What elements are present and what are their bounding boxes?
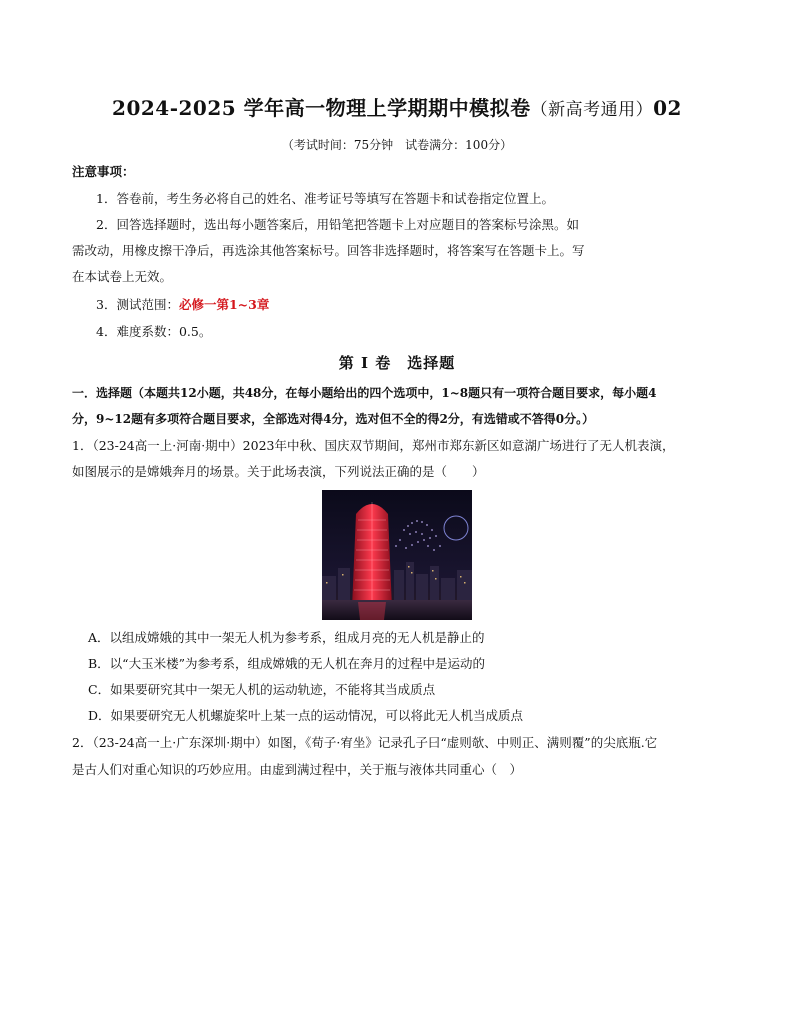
q1-option-a: A．以组成嫦娥的其中一架无人机为参考系，组成月亮的无人机是静止的 xyxy=(88,630,485,645)
notice-item-1: 1．答卷前，考生务必将自己的姓名、准考证号等填写在答题卡和试卷指定位置上。 xyxy=(96,191,554,206)
q2-stem-line-1: 2．（23-24高一上·广东深圳·期中）如图，《荀子·宥坐》记录孔子曰“虚则欹、中则正、满则覆”的尖底瓶.它 xyxy=(72,735,658,750)
q2-stem-line-2: 是古人们对重心知识的巧妙应用。由虚到满过程中，关于瓶与液体共同重心（ ） xyxy=(72,762,523,777)
q1-stem-line-2: 如图展示的是嫦娥奔月的场景。关于此场表演，下列说法正确的是（ ） xyxy=(72,464,485,479)
section-title: 第 I 卷 选择题 xyxy=(338,354,456,372)
notice-item-2-line-3: 在本试卷上无效。 xyxy=(72,269,173,284)
q1-option-b: B．以“大玉米楼”为参考系，组成嫦娥的无人机在奔月的过程中是运动的 xyxy=(88,656,485,671)
section-instruction-line-1: 一．选择题（本题共12小题，共48分，在每小题给出的四个选项中，1~8题只有一项符合题目要求，每小题4 xyxy=(72,386,657,400)
notice-item-3 xyxy=(96,296,269,314)
q1-option-c: C．如果要研究其中一架无人机的运动轨迹，不能将其当成质点 xyxy=(88,682,436,697)
exam-info: （考试时间：75分钟 试卷满分：100分） xyxy=(281,138,513,152)
notice-heading: 注意事项： xyxy=(72,164,135,179)
q1-option-d: D．如果要研究无人机螺旋桨叶上某一点的运动情况，可以将此无人机当成质点 xyxy=(88,708,524,723)
test-scope-value: 必修一第1~3章 xyxy=(178,297,270,312)
notice-item-2-line-1: 2．回答选择题时，选出每小题答案后，用铅笔把答题卡上对应题目的答案标号涂黑。如 xyxy=(96,217,579,232)
drone-show-photo xyxy=(322,490,472,620)
title-suffix: 02 xyxy=(653,96,682,120)
section-instruction-line-2: 分，9~12题有多项符合题目要求，全部选对得4分，选对但不全的得2分，有选错或不答得0分。） xyxy=(72,412,595,426)
notice-item-4: 4．难度系数：0.5。 xyxy=(96,324,212,339)
notice-item-3-label: 3．测试范围： xyxy=(96,297,179,312)
drone-show-illustration xyxy=(322,490,472,620)
notice-item-2-line-2: 需改动，用橡皮擦干净后，再选涂其他答案标号。回答非选择题时，将答案写在答题卡上。写 xyxy=(72,243,585,258)
page-title xyxy=(0,92,794,121)
q1-stem-line-1: 1．（23-24高一上·河南·期中）2023年中秋、国庆双节期间，郑州市郑东新区如意湖广场进行了无人机表演， xyxy=(72,438,675,453)
title-paren: （新高考通用） xyxy=(530,100,654,120)
title-main: 2024-2025 学年高一物理上学期期中模拟卷 xyxy=(112,96,531,120)
